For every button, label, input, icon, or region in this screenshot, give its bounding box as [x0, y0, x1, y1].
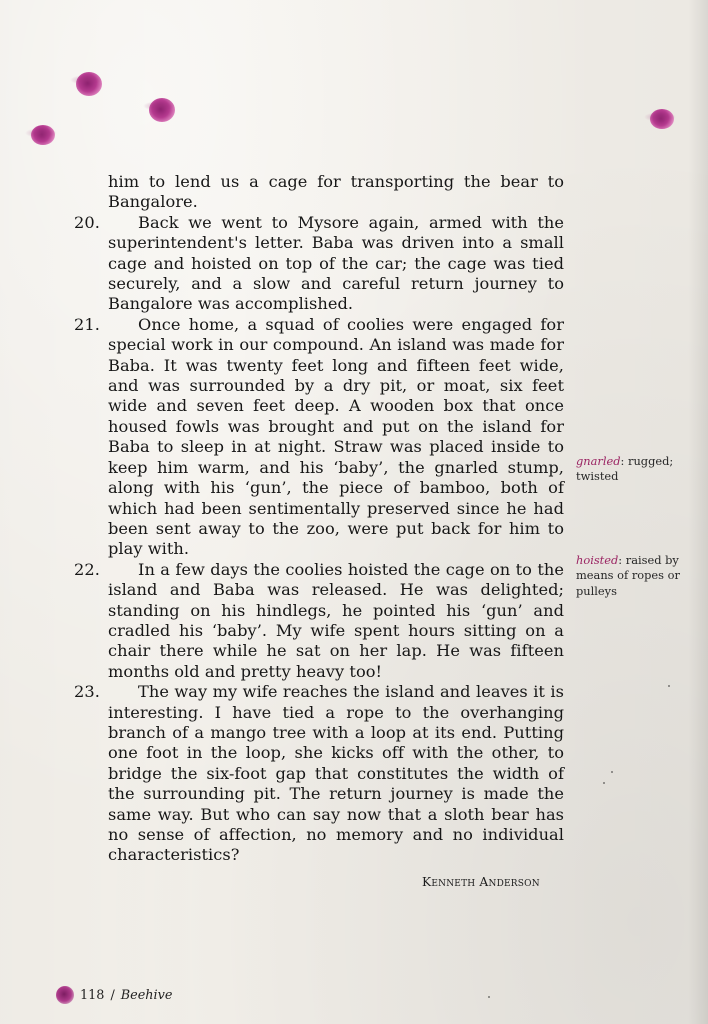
paragraph-content: The way my wife reaches the island and leaves it is interesting. I have tied a rope to the overhanging branch of a mango tree with a loop at its end. Putting one foot in the loop, she kicks off with the other, to bridge the six-foot gap that constitutes the width of the surrounding pit. The return journey is made the same way. But who can say now that a sloth bear has no sense of affection, no memory and no individual characteristics?: [108, 682, 564, 865]
glossary-definition: raised by means of ropes or pulleys: [576, 553, 680, 598]
paragraph-text: [108, 213, 564, 315]
page-speck: [611, 771, 613, 773]
paragraph-number: 23.: [74, 682, 100, 702]
paragraph-number: 21.: [74, 314, 100, 334]
paragraph-number: 20.: [74, 212, 100, 232]
glossary-term: hoisted: [576, 553, 619, 567]
paragraph-content: Once home, a squad of coolies were engaged for special work in our compound. An island was made for Baba. It was twenty feet long and fifteen feet wide, and was surrounded by a dry pit, or moat, six feet wide and seven feet deep. A wooden box that once housed fowls was brought and put on the island for Baba to sleep in at night. Straw was placed inside to keep him warm, and his ‘baby’, the gnarled stump, along with his ‘gun’, the piece of bamboo, both of which had been sentimentally preserved since he had been sent away to the zoo, were put back for him to play with.: [108, 314, 564, 559]
ink-blot-mark: [149, 98, 175, 122]
page-speck: [488, 996, 490, 998]
glossary-term: gnarled: [576, 454, 621, 468]
paragraph-content: In a few days the coolies hoisted the cage on to the island and Baba was released. He was delighted; standing on his hindlegs, he pointed his ‘gun’ and cradled his ‘baby’. My wife spent hours sitting on a chair there while he sat on her lap. He was fifteen months old and pretty heavy too!: [108, 559, 564, 681]
page-footer: [56, 986, 172, 1004]
ink-blot-mark: [650, 109, 674, 129]
paragraph-text: [108, 315, 564, 560]
paragraph-number: 22.: [74, 559, 100, 579]
glossary-colon: :: [620, 454, 625, 468]
ink-blot-mark: [31, 125, 55, 145]
page-edge-shadow: [688, 0, 708, 1024]
paragraph-20: [74, 213, 564, 315]
main-text-block: [74, 172, 564, 866]
page-speck: [603, 782, 605, 784]
paragraph-text: [108, 560, 564, 682]
book-title: Beehive: [120, 987, 173, 1003]
footer-separator: /: [110, 987, 115, 1003]
lead-paragraph: him to lend us a cage for transporting the bear to Bangalore.: [108, 172, 564, 212]
glossary-definition: rugged; twisted: [576, 454, 674, 484]
glossary-note-hoisted: [576, 553, 698, 599]
paragraph-21: [74, 315, 564, 560]
page-speck: [668, 685, 670, 687]
ink-blot-mark: [76, 72, 102, 96]
glossary-note-gnarled: [576, 454, 698, 485]
footer-ink-mark: [56, 986, 74, 1004]
author-name: Kenneth Anderson: [422, 875, 540, 889]
paragraph-22: [74, 560, 564, 682]
page-number: 118: [80, 987, 105, 1003]
paragraph-23: [74, 682, 564, 866]
paragraph-content: Back we went to Mysore again, armed with the superintendent's letter. Baba was driven into a small cage and hoisted on top of the car; the cage was tied securely, and a slow and careful return journey to Bangalore was accomplished.: [108, 212, 564, 314]
paragraph-text: [108, 682, 564, 866]
glossary-colon: :: [618, 553, 623, 567]
